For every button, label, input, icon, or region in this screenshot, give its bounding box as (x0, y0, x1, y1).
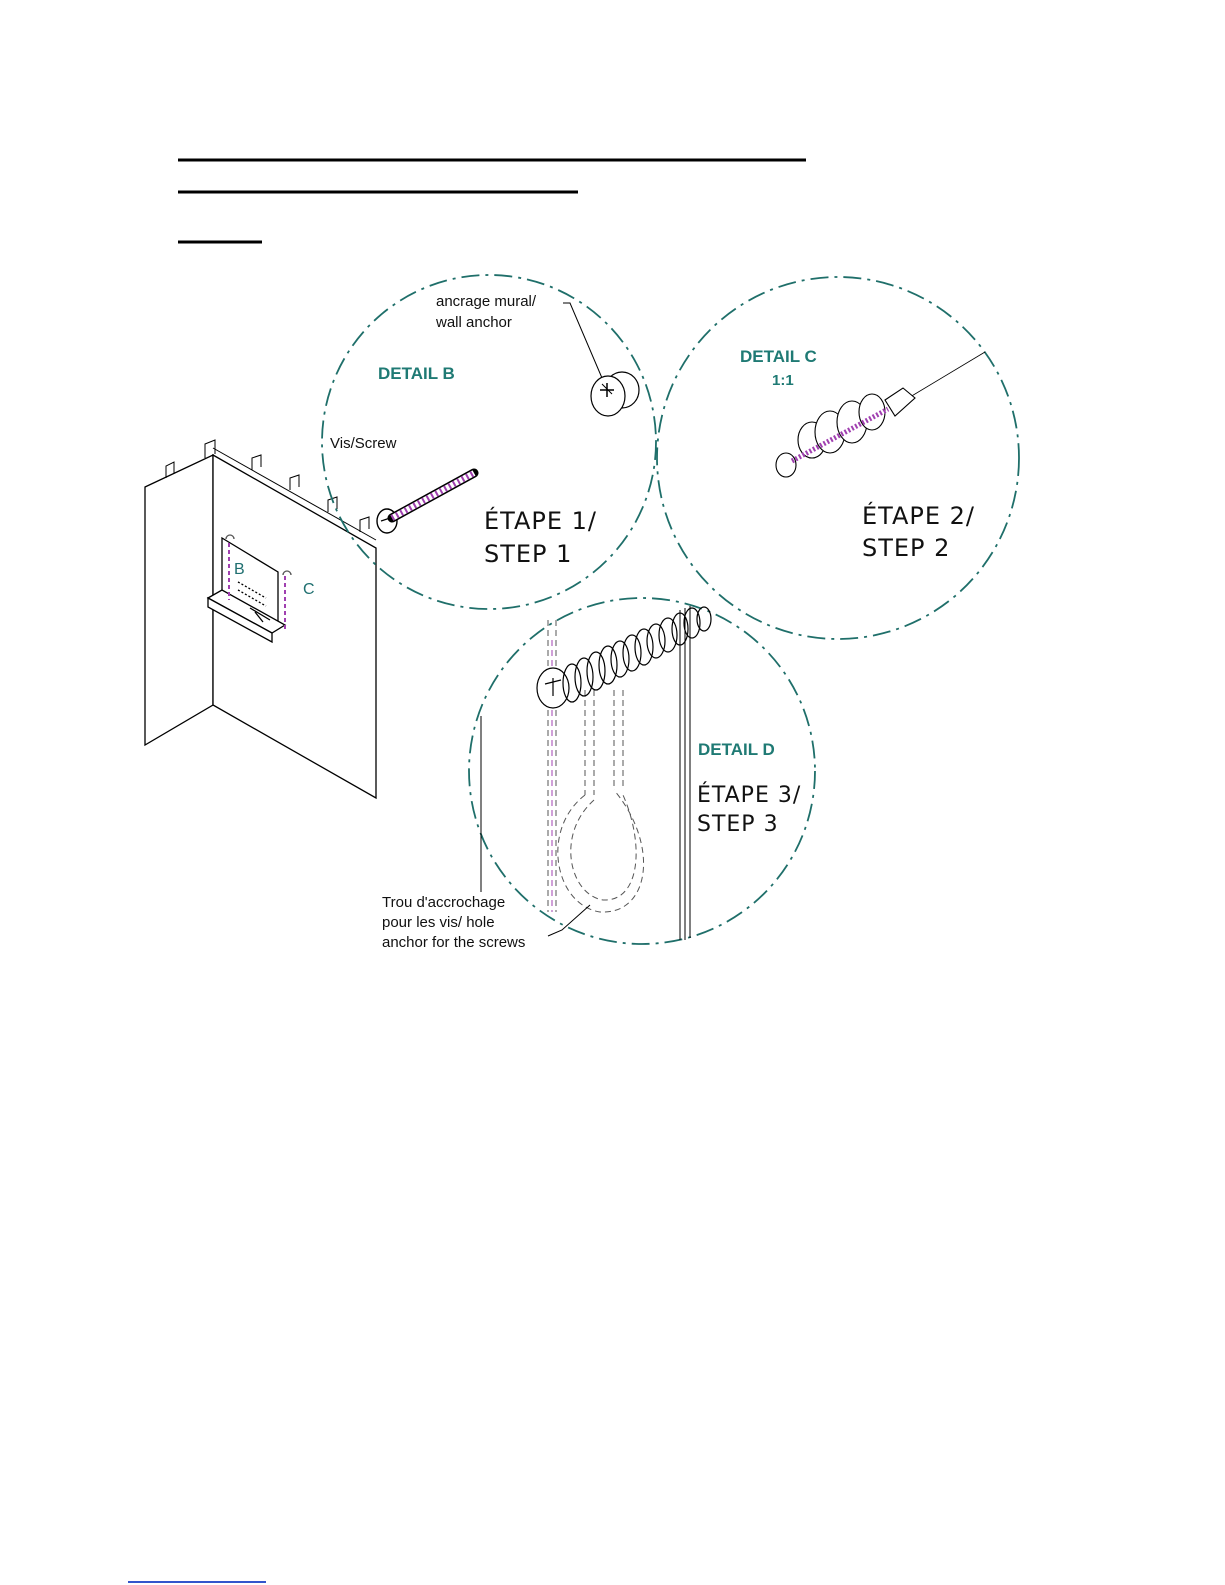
detail-b-title: DETAIL B (378, 364, 455, 383)
detail-c-step-line-1: ÉTAPE 2/ (862, 502, 975, 530)
detail-d-circle (469, 598, 815, 944)
detail-b-anchor-label-2: wall anchor (436, 314, 512, 331)
assembled-screw-anchor-icon (776, 388, 915, 477)
detail-d-title: DETAIL D (698, 740, 775, 759)
detail-d-hole-label-3: anchor for the screws (382, 934, 526, 951)
detail-c-title: DETAIL C (740, 347, 817, 366)
left-wall (145, 455, 213, 745)
detail-c-circle (657, 277, 1019, 639)
detail-b-step-line-1: ÉTAPE 1/ (484, 507, 597, 535)
detail-d-step-line-2: STEP 3 (697, 812, 779, 837)
right-wall (213, 455, 376, 798)
detail-c-step-line-2: STEP 2 (862, 534, 951, 562)
heading-rules (178, 160, 806, 242)
overview-callout-c: C (303, 581, 315, 598)
detail-b-step-line-2: STEP 1 (484, 540, 573, 568)
detail-d-hole-label-2: pour les vis/ hole (382, 914, 495, 931)
wall-anchor-icon (591, 372, 639, 416)
screw-icon (377, 473, 474, 533)
detail-d-hole-label-1: Trou d'accrochage (382, 894, 506, 911)
overview-callout-b: B (234, 561, 245, 578)
detail-b-screw-label: Vis/Screw (330, 435, 397, 452)
detail-b-anchor-label-1: ancrage mural/ (436, 293, 537, 310)
detail-d-step-line-1: ÉTAPE 3/ (697, 783, 802, 808)
detail-c-scale: 1:1 (772, 372, 794, 389)
overview-wall-corner (145, 440, 376, 798)
